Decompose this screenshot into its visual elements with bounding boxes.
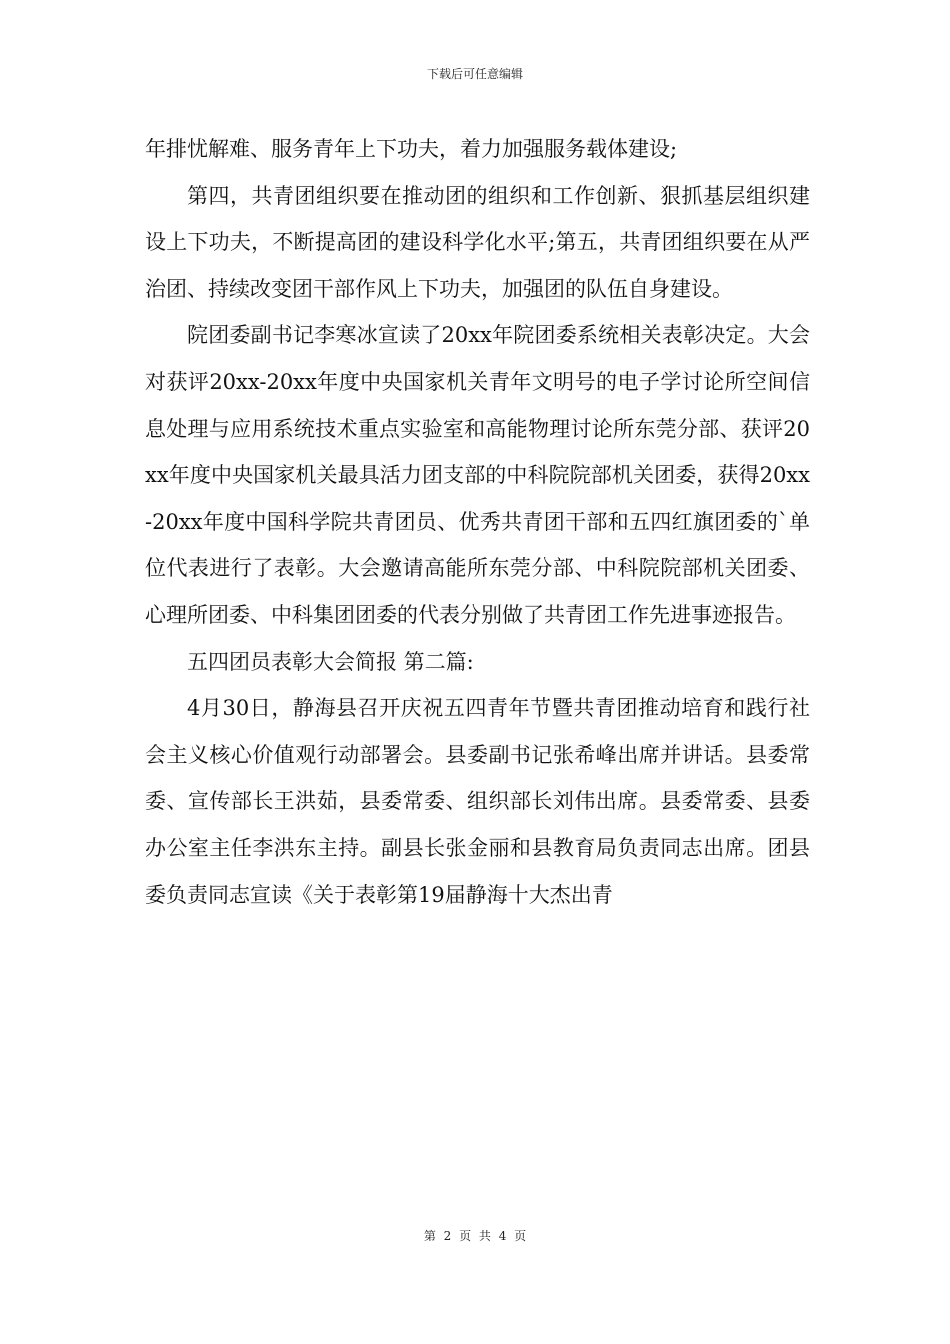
paragraph-4: 4月30日，静海县召开庆祝五四青年节暨共青团推动培育和践行社会主义核心价值观行动部署会。县委副书记张希峰出席并讲话。县委常委、宣传部长王洪茹，县委常委、组织部长刘伟出席。县委常委、县委办公室主任李洪东主持。副县长张金丽和县教育局负责同志出席。团县委负责同志宣读《关于表彰第19届静海十大杰出青 bbox=[145, 696, 810, 907]
page-number: 第 2 页 共 4 页 bbox=[423, 1229, 527, 1243]
page-header: 下载后可任意编辑 bbox=[426, 67, 523, 81]
section-heading: 五四团员表彰大会简报 第二篇: bbox=[187, 649, 474, 674]
paragraph-1: 年排忧解难、服务青年上下功夫，着力加强服务载体建设; bbox=[145, 137, 678, 161]
paragraph-2: 第四，共青团组织要在推动团的组织和工作创新、狠抓基层组织建设上下功夫，不断提高团的建设科学化水平;第五，共青团组织要在从严治团、持续改变团干部作风上下功夫，加强团的队伍自身建设。 bbox=[145, 183, 810, 301]
paragraph-3: 院团委副书记李寒冰宣读了20xx年院团委系统相关表彰决定。大会对获评20xx-20xx年度中央国家机关青年文明号的电子学讨论所空间信息处理与应用系统技术重点实验室和高能物理讨论所东莞分部、获评20xx年度中央国家机关最具活力团支部的中科院院部机关团委，获得20xx-20xx年度中国科学院共青团员、优秀共青团干部和五四红旗团委的`单位代表进行了表彰。大会邀请高能所东莞分部、中科院院部机关团委、心理所团委、中科集团团委的代表分别做了共青团工作先进事迹报告。 bbox=[145, 323, 810, 627]
document-body bbox=[145, 126, 810, 918]
